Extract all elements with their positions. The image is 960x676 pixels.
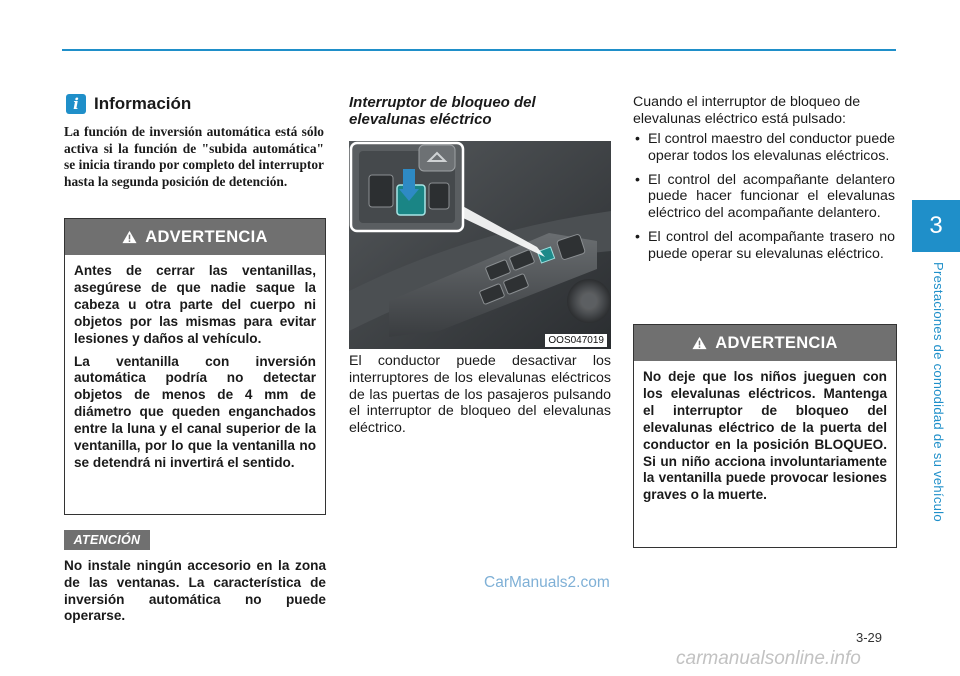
warning-label-1: ADVERTENCIA <box>145 227 268 246</box>
chapter-tab: 3 <box>912 200 960 252</box>
warning-1-paragraph-1: Antes de cerrar las ventanillas, asegúrese de que nadie saque la cabeza u otra parte del cuerpo ni objetos por las mismas para evitar lesiones y daños al vehículo. <box>74 263 316 346</box>
chapter-side-title: Prestaciones de comodidad de su vehículo <box>931 262 946 522</box>
info-title: Información <box>94 94 192 113</box>
list-item: • El control del acompañante delantero puede hacer funcionar el elevalunas eléctrico del acompañante delantero. <box>633 172 895 222</box>
door-panel-illustration <box>349 141 611 349</box>
warning-header-2 <box>634 325 896 361</box>
door-switch-photo <box>349 141 611 349</box>
atencion-label: ATENCIÓN <box>64 530 150 550</box>
atencion-body: No instale ningún accesorio en la zona de las ventanas. La característica de inversión automática no puede operarse. <box>64 558 326 624</box>
info-heading <box>66 94 191 114</box>
warning-triangle-icon <box>692 336 707 350</box>
warning-triangle-icon <box>122 230 137 244</box>
section-title: Interruptor de bloqueo del elevalunas eléctrico <box>349 94 536 128</box>
top-rule <box>62 49 896 51</box>
list-item: • El control maestro del conductor puede operar todos los elevalunas eléctricos. <box>633 131 895 165</box>
warning-2-paragraph: No deje que los niños jueguen con los elevalunas eléctricos. Mantenga el interruptor de bloqueo del elevalunas eléctrico de la puerta del conductor en la posición BLOQUEO. Si un niño acciona involuntariamente la ventanilla puede provocar lesiones graves o la muerte. <box>643 369 887 503</box>
warning-box-2 <box>633 324 897 548</box>
list-item: • El control del acompañante trasero no puede operar su elevalunas eléctrico. <box>633 229 895 263</box>
warning-box-1 <box>64 218 326 515</box>
warning-label-2: ADVERTENCIA <box>715 333 838 352</box>
image-code: OOS047019 <box>545 334 607 347</box>
info-body: La función de inversión automática está sólo activa si la función de "subida automática" se inicia tirando por completo del interruptor hasta la segunda posición de detención. <box>64 124 324 189</box>
page-number: 3-29 <box>856 630 883 645</box>
column3-intro: Cuando el interruptor de bloqueo de elevalunas eléctrico está pulsado: <box>633 94 861 127</box>
warning-1-paragraph-2: La ventanilla con inversión automática podría no detectar objetos de menos de 4 mm de diámetro que queden enganchados entre la luna y el canal superior de la ventanilla, por lo que la ventanilla no se detendrá ni invertirá el sentido. <box>74 353 316 470</box>
info-icon: i <box>66 94 86 114</box>
warning-header-1 <box>65 219 325 255</box>
section-body: El conductor puede desactivar los interruptores de los elevalunas eléctricos de las puertas de los pasajeros pulsando el interruptor de bloqueo del elevalunas eléctrico. <box>349 353 611 437</box>
footer-site-mark: carmanualsonline.info <box>676 648 861 669</box>
watermark-link[interactable]: CarManuals2.com <box>484 574 610 591</box>
bullet-list <box>633 131 895 270</box>
